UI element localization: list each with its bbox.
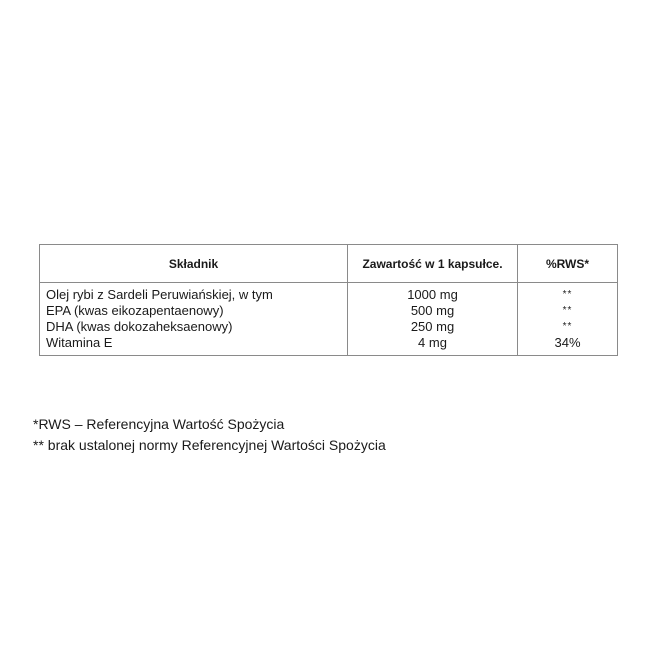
rws-epa: ** bbox=[562, 305, 573, 316]
content-dha: 250 mg bbox=[410, 319, 455, 334]
ingredient-vitamin-e: Witamina E bbox=[46, 335, 113, 350]
footnote-rws-definition: *RWS – Referencyjna Wartość Spożycia bbox=[33, 416, 285, 432]
footnotes bbox=[33, 414, 386, 456]
content-fish-oil: 1000 mg bbox=[407, 287, 458, 302]
header-ingredient: Składnik bbox=[40, 245, 348, 283]
rws-column bbox=[518, 283, 618, 356]
content-column bbox=[348, 283, 518, 356]
footnote-no-norm: ** brak ustalonej normy Referencyjnej Wartości Spożycia bbox=[33, 437, 386, 453]
ingredient-fish-oil: Olej rybi z Sardeli Peruwiańskiej, w tym bbox=[46, 287, 273, 302]
ingredient-dha: DHA (kwas dokozaheksaenowy) bbox=[46, 319, 233, 334]
header-content: Zawartość w 1 kapsułce. bbox=[348, 245, 518, 283]
rws-fish-oil: ** bbox=[562, 289, 573, 300]
content-vitamin-e: 4 mg bbox=[418, 335, 447, 350]
header-rws: %RWS* bbox=[518, 245, 618, 283]
table-header-row bbox=[40, 245, 618, 283]
ingredient-column bbox=[40, 283, 348, 356]
table-body-row bbox=[40, 283, 618, 356]
content-epa: 500 mg bbox=[410, 303, 455, 318]
ingredient-epa: EPA (kwas eikozapentaenowy) bbox=[46, 303, 224, 318]
nutrition-table bbox=[39, 244, 618, 356]
rws-dha: ** bbox=[562, 321, 573, 332]
rws-vitamin-e: 34% bbox=[554, 335, 581, 350]
